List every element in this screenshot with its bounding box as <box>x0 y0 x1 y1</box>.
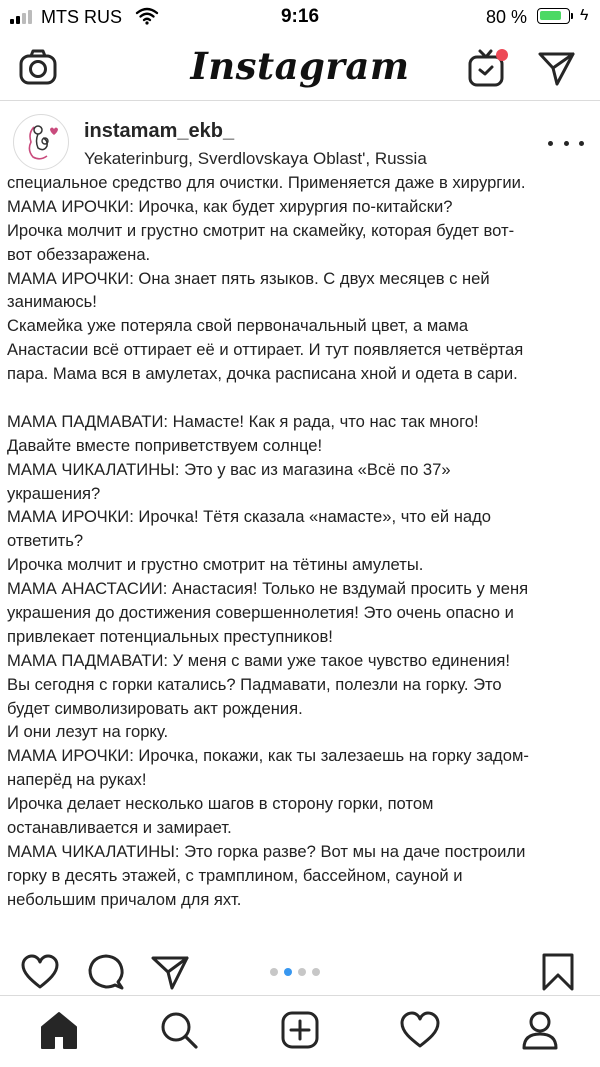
post-text-line: привлекает потенциальных преступников! <box>7 626 333 646</box>
post-action-bar <box>0 940 600 1000</box>
post-text-line: украшения? <box>7 483 101 503</box>
post-image-text <box>7 171 593 912</box>
post-text-line: наперёд на руках! <box>7 770 147 790</box>
tab-home[interactable] <box>37 1008 81 1052</box>
tab-search[interactable] <box>157 1008 201 1052</box>
post-text-line: будет символизировать акт рождения. <box>7 698 303 718</box>
tab-activity[interactable] <box>398 1008 442 1052</box>
share-icon <box>151 953 189 991</box>
direct-message-icon <box>536 48 576 88</box>
post-text-line: занимаюсь! <box>7 292 97 312</box>
notification-dot <box>496 49 508 61</box>
post-image[interactable] <box>0 173 600 938</box>
post-text-line: Скамейка уже потеряла свой первоначальный цвет, а мама <box>7 316 469 336</box>
home-icon <box>39 1010 79 1050</box>
direct-message-button[interactable] <box>534 46 578 90</box>
carousel-dot <box>298 968 306 976</box>
post-text-line: И они лезут на горку. <box>7 722 169 742</box>
post-text-line: Ирочка молчит и грустно смотрит на тётины амулеты. <box>7 555 424 575</box>
post-location[interactable]: Yekaterinburg, Sverdlovskaya Oblast', Russia <box>84 149 427 168</box>
post-text-line: вот обеззаражена. <box>7 244 151 264</box>
post-text-line: МАМА ЧИКАЛАТИНЫ: Это горка разве? Вот мы на даче построили <box>7 841 526 861</box>
search-icon <box>159 1010 199 1050</box>
post-text-line: ответить? <box>7 531 84 551</box>
post-text-line: пара. Мама вся в амулетах, дочка расписана хной и одета в сари. <box>7 364 518 384</box>
post-text-line: МАМА ИРОЧКИ: Ирочка, покажи, как ты залезаешь на горку задом- <box>7 746 529 766</box>
post-text-line: МАМА ИРОЧКИ: Ирочка! Тётя сказала «намасте», что ей надо <box>7 507 492 527</box>
post-text-line: МАМА ИРОЧКИ: Ирочка, как будет хирургия по-китайски? <box>7 196 453 216</box>
carousel-indicator <box>270 968 320 976</box>
comment-icon <box>87 953 125 991</box>
battery-icon <box>537 8 570 24</box>
like-button[interactable] <box>20 952 60 992</box>
post-text-line: Ирочка молчит и грустно смотрит на скамейку, которая будет вот- <box>7 220 515 240</box>
clock: 9:16 <box>280 6 320 27</box>
post-text-line: небольшим причалом для яхт. <box>7 889 242 909</box>
battery-level-fill <box>540 11 561 20</box>
share-button[interactable] <box>150 952 190 992</box>
comment-button[interactable] <box>86 952 126 992</box>
tab-new-post[interactable] <box>278 1008 322 1052</box>
like-icon <box>21 954 59 990</box>
battery-tip <box>571 13 573 19</box>
profile-icon <box>520 1010 560 1050</box>
post-text-line: МАМА ЧИКАЛАТИНЫ: Это у вас из магазина «Всё по 37» <box>7 459 451 479</box>
save-icon <box>541 952 575 992</box>
post-text-line: Ирочка делает несколько шагов в сторону горки, потом <box>7 794 434 814</box>
post-text-line: Анастасии всё оттирает её и оттирает. И тут появляется четвёртая <box>7 340 524 360</box>
post-text-line: специальное средство для очистки. Применяется даже в хирургии. <box>7 173 526 192</box>
post-text-line: МАМА ПАДМАВАТИ: У меня с вами уже такое чувство единения! <box>7 650 510 670</box>
status-bar <box>0 0 600 36</box>
post-text-line <box>7 386 593 410</box>
new-post-icon <box>280 1010 320 1050</box>
post-text-line: украшения до достижения совершеннолетия! Это очень опасно и <box>7 603 514 623</box>
post-text-line: МАМА АНАСТАСИИ: Анастасия! Только не вздумай просить у меня <box>7 579 529 599</box>
post-text-line: МАМА ИРОЧКИ: Она знает пять языков. С двух месяцев с ней <box>7 268 490 288</box>
save-button[interactable] <box>538 952 578 992</box>
more-options-icon <box>548 141 553 146</box>
post-text-line: Вы сегодня с горки катались? Падмавати, полезли на горку. Это <box>7 674 502 694</box>
mother-child-logo-icon <box>14 115 68 169</box>
top-navigation-bar <box>0 36 600 101</box>
battery-percent: 80 % <box>486 7 528 27</box>
carousel-dot <box>284 968 292 976</box>
post-text-line: МАМА ПАДМАВАТИ: Намасте! Как я рада, что нас так много! <box>7 411 479 431</box>
activity-icon <box>400 1011 440 1049</box>
post-text-line: останавливается и замирает. <box>7 818 232 838</box>
carousel-dot <box>270 968 278 976</box>
carrier-name: MTS RUS <box>41 7 122 27</box>
igtv-button[interactable] <box>466 46 510 90</box>
avatar[interactable] <box>13 114 69 170</box>
instagram-logo: Instagram <box>190 44 410 88</box>
tab-profile[interactable] <box>518 1008 562 1052</box>
more-options-button[interactable] <box>548 129 584 157</box>
bottom-tab-bar <box>0 995 600 1067</box>
carousel-dot <box>312 968 320 976</box>
igtv-icon <box>466 46 510 90</box>
post-username[interactable]: instamam_ekb_ <box>84 120 235 142</box>
post-text-line: горку в десять этажей, с трамплином, бассейном, сауной и <box>7 865 463 885</box>
charging-bolt-icon: ϟ <box>580 7 589 24</box>
post-text-line: Давайте вместе поприветствуем солнце! <box>7 435 323 455</box>
